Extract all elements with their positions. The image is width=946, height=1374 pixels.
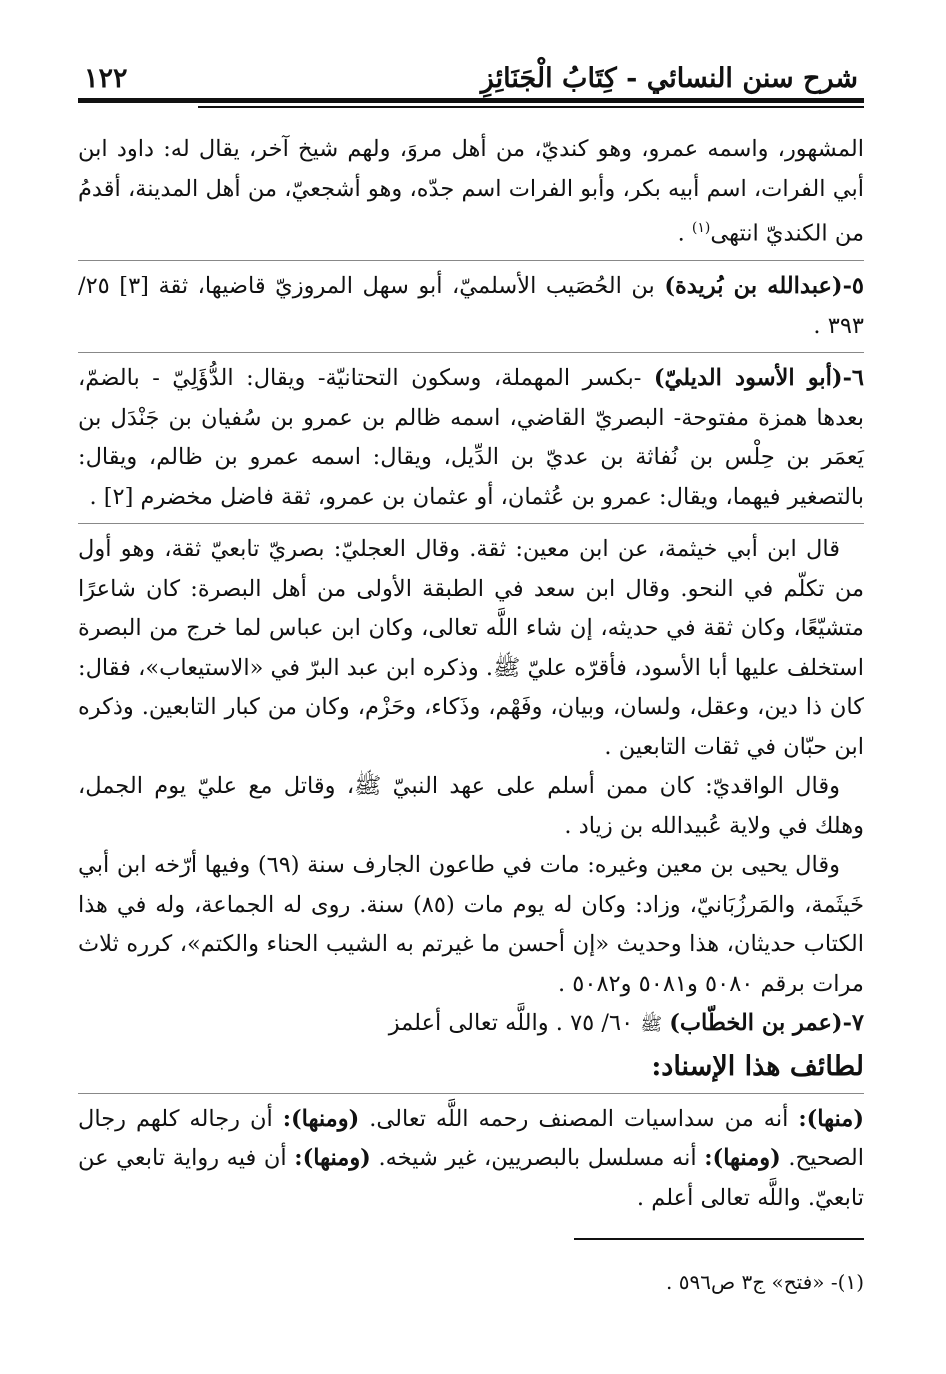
narrator-name: (أبو الأسود الديليّ): [653, 365, 843, 391]
narrator-entry-5: ٥-(عبدالله بن بُريدة) بن الحُصَيب الأسلميّ، أبو سهل المروزيّ قاضيها، ثقة [٣] ٢٥/ ٣٩٣ .: [78, 273, 864, 339]
narrator-name: (عمر بن الخطّاب): [669, 1010, 843, 1036]
footnote: (١)- «فتح» ج٣ ص٥٩٦ .: [666, 1270, 864, 1294]
running-title: شرح سنن النسائي - كِتَابُ الْجَنَائِزِ: [480, 63, 858, 94]
entry-divider: [78, 352, 864, 353]
paragraph: قال ابن أبي خيثمة، عن ابن معين: ثقة. وقال العجليّ: بصريّ تابعيّ ثقة، وهو أول من تكلّم في النحو. وقال ابن سعد في الطبقة الأولى من أهل البصرة: كان شاعرًا متشيّعًا، وكان ثقة في حديثه، إن شاء اللَّه تعالى، وكان ابن عباس لما خرج من البصرة استخلف عليها أبا الأسود، فأقرّه عليّ ﷺ. وذكره ابن عبد البرّ في «الاستيعاب»، فقال: كان ذا دين، وعقل، ولسان، وبيان، وفَهْم، وذَكاء، وحَزْم، وكان من كبار التابعين. وذكره ابن حبّان في ثقات التابعين .: [78, 536, 864, 760]
section-paragraph: (منها): أنه من سداسيات المصنف رحمه اللَّه تعالى. (ومنها): أن رجاله كلهم رجال الصحيح. (ومنها): أنه مسلسل بالبصريين، غير شيخه. (ومنها): أن فيه رواية تابعي عن تابعيّ. واللَّه تعالى أعلم .: [78, 1105, 865, 1211]
section-heading: لطائف هذا الإسناد:: [651, 1050, 864, 1082]
entry-divider: [78, 523, 864, 524]
narrator-entry-7: ٧-(عمر بن الخطّاب) ﷺ ٦٠/ ٧٥ . واللَّه تعالى أعلمز: [388, 1010, 864, 1036]
header-rule: [78, 98, 864, 103]
page-number: ١٢٢: [84, 63, 128, 94]
book-page: [78, 42, 864, 1374]
paragraph: وقال الواقديّ: كان ممن أسلم على عهد النبيّ ﷺ، وقاتل مع عليّ يوم الجمل، وهلك في ولاية عُبيدالله بن زياد .: [78, 773, 864, 839]
narrator-entry-6: ٦-(أبو الأسود الديليّ) -بكسر المهملة، وسكون التحتانيّة- ويقال: الدُّؤَلِيّ - بالضمّ، بعدها همزة مفتوحة- البصريّ القاضي، اسمه ظالم بن عمرو بن سُفيان بن جَنْدَل بن يَعمَر بن حِلْس بن نُفاثة بن عديّ بن الدِّيل، ويقال: اسمه عمرو بن ظالم، ويقال: بالتصغير فيهما، ويقال: عمرو بن عُثمان، أو عثمان بن عمرو، ثقة فاضل مخضرم [٢] .: [78, 365, 864, 510]
entry-divider: [78, 260, 864, 261]
header-rule-thin: [198, 106, 864, 108]
section-divider: [78, 1093, 864, 1094]
footnote-rule: [574, 1238, 864, 1240]
main-text: [78, 130, 864, 1218]
continuation-paragraph: المشهور، واسمه عمرو، وهو كنديّ، من أهل مروَ، ولهم شيخ آخر، يقال له: داود ابن أبي الفرات، اسم أبيه بكر، وأبو الفرات اسم جدّه، وهو أشجعيّ، من أهل المدينة، أقدمُ من الكنديّ انتهى$^{(١)}$ .: [78, 136, 864, 247]
paragraph: وقال يحيى بن معين وغيره: مات في طاعون الجارف سنة (٦٩) وفيها أرّخه ابن أبي خَيثَمة، والمَرزُبَانيّ، وزاد: وكان له يوم مات (٨٥) سنة. روى له الجماعة، وله في هذا الكتاب حديثان، هذا وحديث «إن أحسن ما غيرتم به الشيب الحناء والكتم»، كرره ثلاث مرات برقم ٥٠٨٠ و٥٠٨١ و٥٠٨٢ .: [78, 852, 864, 997]
narrator-name: (عبدالله بن بُريدة): [664, 273, 843, 299]
footnote-mark: (١): [691, 220, 711, 236]
page-header: [78, 42, 864, 92]
footnotes: [78, 1238, 864, 1294]
